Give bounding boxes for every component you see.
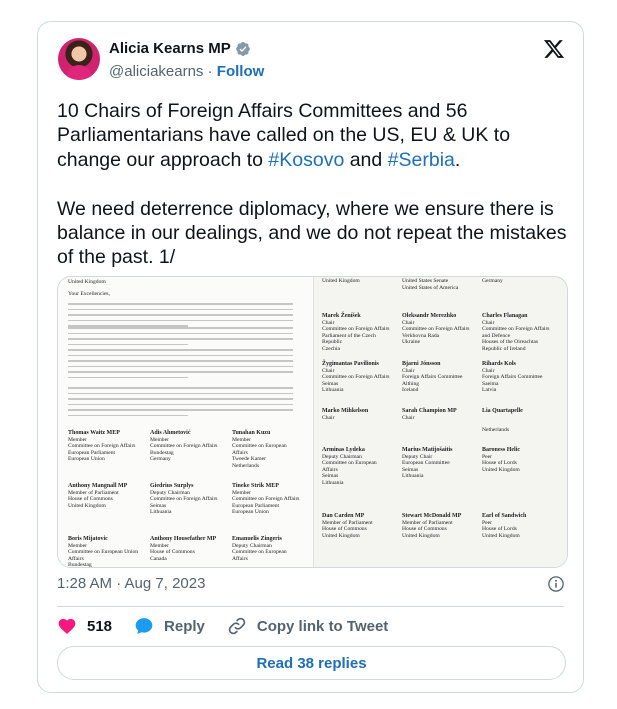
tweet-card <box>37 21 584 693</box>
signer-block <box>482 313 549 353</box>
follow-button[interactable]: Follow <box>216 63 265 80</box>
letter-text-line <box>68 309 293 311</box>
signer-name: Giedrius Surplys <box>150 483 194 489</box>
handle-row <box>109 63 264 80</box>
signer-role: Member Committee on Foreign Affairs European Parliament European Union <box>232 489 300 516</box>
letter-text-line <box>68 398 293 400</box>
like-button[interactable] <box>57 616 112 636</box>
signer-block <box>68 430 135 463</box>
letter-text-line <box>68 314 293 316</box>
signer-role: Chair Committee on Foreign Affairs Parliament of the Czech Republic Czechia <box>322 319 390 352</box>
signer-name: Bjarni Jónsson <box>402 361 441 367</box>
signer-role: Deputy Chair European Committee Seimas Lithuania <box>402 453 450 480</box>
signer-role: Member of Parliament House of Commons United Kingdom <box>68 489 119 509</box>
letter-header: United Kingdom <box>68 279 106 285</box>
reply-bubble-icon <box>134 616 154 636</box>
letter-text-line <box>68 360 293 362</box>
reply-label: Reply <box>164 617 205 635</box>
signer-name: Oleksandr Merezhko <box>402 313 457 319</box>
signer-role: Member of Parliament House of Commons United Kingdom <box>322 519 373 539</box>
right-top-text: United States Senate United States of America <box>402 278 459 291</box>
signer-role: Member of Parliament House of Commons United Kingdom <box>402 519 453 539</box>
signer-name: Lia Quartapelle <box>482 408 523 414</box>
signer-name: Marek Ženíšek <box>322 313 361 319</box>
signer-name: Stewart McDonald MP <box>402 513 462 519</box>
signer-name: Earl of Sandwich <box>482 513 527 519</box>
signer-name: Tunahan Kuzu <box>232 430 271 436</box>
signer-block <box>322 313 389 353</box>
tweet-text-part: and <box>344 148 388 171</box>
heart-icon <box>57 616 77 636</box>
signer-block <box>402 408 457 421</box>
hashtag-kosovo-link[interactable]: #Kosovo <box>268 148 345 171</box>
letter-text-line <box>68 409 293 411</box>
letter-text-line <box>68 303 293 305</box>
signer-block <box>232 536 287 562</box>
signer-block <box>482 427 509 434</box>
signer-name: Thomas Waitz MEP <box>68 430 120 436</box>
copy-link-button[interactable] <box>227 616 388 636</box>
signer-block <box>322 513 373 539</box>
link-icon <box>227 616 247 636</box>
author-name[interactable]: Alicia Kearns MP <box>109 40 231 57</box>
signer-block <box>482 513 526 539</box>
like-count: 518 <box>87 617 113 635</box>
letter-text-line <box>68 333 293 335</box>
letter-text-line <box>68 371 293 373</box>
tweet-text <box>57 99 572 270</box>
signer-role: Chair Committee on Foreign Affairs Seimas Lithuania <box>322 367 390 394</box>
avatar[interactable] <box>58 38 100 80</box>
timestamp[interactable]: 1:28 AM · Aug 7, 2023 <box>57 575 206 592</box>
signer-block <box>322 408 368 421</box>
copy-link-label: Copy link to Tweet <box>256 617 389 635</box>
signer-role: Member Committee on Foreign Affairs European Parliament European Union <box>68 436 136 463</box>
signer-name: Charles Flanagan <box>482 313 528 319</box>
signer-name: Žygimantas Pavilionis <box>322 361 379 367</box>
letter-page-left <box>58 277 313 567</box>
signer-block <box>482 447 520 473</box>
signer-block <box>232 430 287 470</box>
signer-name: Anthony Housefather MP <box>150 536 217 542</box>
signer-role: Member House of Commons Canada <box>150 542 195 562</box>
signer-block <box>402 361 463 394</box>
signer-name: Rihards Kols <box>482 361 516 367</box>
signer-name: Baroness Helic <box>482 447 521 453</box>
signer-block <box>68 536 138 568</box>
letter-text-line <box>68 415 188 417</box>
signer-block <box>322 447 377 487</box>
signer-name: Arminas Lydeka <box>322 447 365 453</box>
letter-text-line <box>68 393 293 395</box>
signer-block <box>232 483 299 516</box>
letter-text-line <box>68 344 188 346</box>
signer-name: Sarah Champion MP <box>402 408 457 414</box>
signer-role: Chair <box>402 414 415 421</box>
divider <box>57 606 564 607</box>
signer-block <box>150 483 217 516</box>
signer-name: Adis Ahmetović <box>150 430 191 436</box>
right-top-text: United Kingdom <box>322 278 360 284</box>
author-name-row <box>109 40 251 57</box>
action-bar <box>57 616 410 636</box>
signer-block <box>402 447 453 480</box>
signer-name: Tineke Strik MEP <box>232 483 279 489</box>
signer-role: Chair Committee on Foreign Affairs and Defence Houses of the Oireachtas Republic of Ireland <box>482 319 550 352</box>
signer-role: Chair Committee on Foreign Affairs Verkhovna Rada Ukraine <box>402 319 470 346</box>
tweet-text-part: 10 Chairs of Foreign Affairs Committees and 56 Parliamentarians have called on the US, EU & UK to change our approach to <box>57 100 516 171</box>
signer-name: Boris Mijatovic <box>68 536 108 542</box>
signer-name: Marius Matijošaitis <box>402 447 453 453</box>
letter-text-line <box>68 320 293 322</box>
signer-role: Deputy Chairman Committee on European Affairs <box>232 542 287 562</box>
hashtag-serbia-link[interactable]: #Serbia <box>387 148 455 171</box>
letter-text-line <box>68 327 293 329</box>
signer-role: Member Committee on European Affairs Tweede Kamer Netherlands <box>232 436 287 469</box>
letter-page-right <box>313 277 568 567</box>
x-logo-icon[interactable] <box>543 38 565 60</box>
signer-block <box>68 483 127 509</box>
info-icon[interactable] <box>547 575 565 593</box>
signer-block <box>402 313 469 346</box>
signer-role: Member Committee on Foreign Affairs Bundestag Germany <box>150 436 218 463</box>
letter-text-line <box>68 377 188 379</box>
letter-text-line <box>68 349 293 351</box>
right-top-text: Germany <box>482 278 503 284</box>
separator: · <box>207 63 213 80</box>
signer-role: Chair <box>322 414 335 421</box>
author-handle[interactable]: @aliciakearns <box>109 63 204 80</box>
signer-name: Marko Mihkelson <box>322 408 369 414</box>
signer-block <box>482 408 523 415</box>
letter-image[interactable] <box>57 276 568 568</box>
signer-name: Emanuelis Zingeris <box>232 536 282 542</box>
signer-name: Anthony Mangnall MP <box>68 483 128 489</box>
signer-block <box>150 430 217 463</box>
signer-name: Dan Carden MP <box>322 513 365 519</box>
letter-text-line <box>68 338 293 340</box>
signer-role: Peer House of Lords United Kingdom <box>482 519 520 539</box>
signer-role: Member Committee on European Union Affairs Bundestag <box>68 542 139 568</box>
letter-greeting: Your Excellencies, <box>68 291 110 297</box>
letter-text-line <box>68 404 293 406</box>
signer-role: Deputy Chairman Committee on European Affairs Seimas Lithuania <box>322 453 377 486</box>
reply-button[interactable] <box>134 616 205 636</box>
read-replies-button[interactable]: Read 38 replies <box>57 646 566 680</box>
verified-badge-icon <box>235 41 251 57</box>
signer-role: Netherlands <box>482 427 510 433</box>
signer-role: Chair Foreign Affairs Committee Althing Iceland <box>402 367 463 394</box>
signer-role: Peer House of Lords United Kingdom <box>482 453 520 473</box>
letter-text-line <box>68 355 293 357</box>
letter-text-line <box>68 366 293 368</box>
signer-block <box>402 513 461 539</box>
signer-role: Deputy Chairman Committee on Foreign Affairs Seimas Lithuania <box>150 489 218 516</box>
signer-block <box>322 361 389 394</box>
signer-block <box>150 536 216 562</box>
tweet-text-part: . <box>454 148 461 171</box>
tweet-text-part: We need deterrence diplomacy, where we ensure there is balance in our dealings, and we do not repeat the mistakes of the past. 1/ <box>57 197 572 269</box>
signer-block <box>482 361 543 394</box>
letter-text-line <box>68 387 293 389</box>
signer-role: Chair Foreign Affairs Committee Saeima Latvia <box>482 367 543 394</box>
